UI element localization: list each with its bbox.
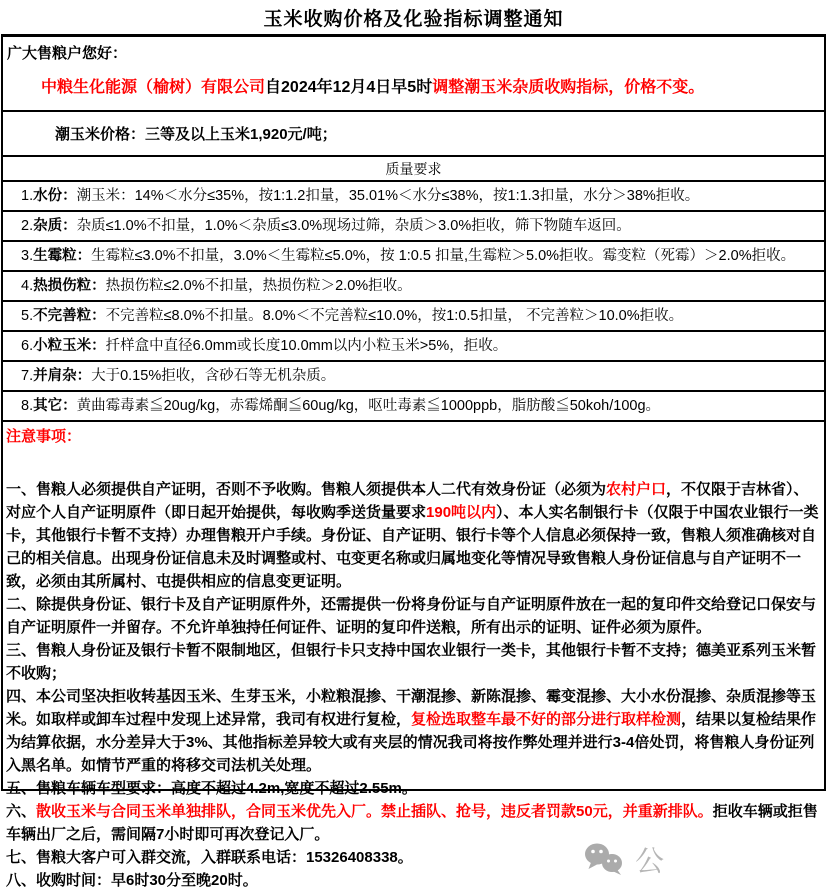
item-label: 其它： bbox=[33, 398, 77, 414]
note-segment: 八、收购时间：早6时30分至晚20时。 bbox=[6, 872, 258, 889]
greeting-text: 广大售粮户您好： bbox=[7, 45, 128, 62]
price-label: 潮玉米价格： bbox=[55, 126, 146, 143]
company-name: 中粮生化能源（榆树）有限公司 bbox=[41, 79, 266, 96]
note-paragraph-7 bbox=[6, 846, 821, 869]
note-paragraph-1 bbox=[6, 478, 821, 593]
note-paragraph-3 bbox=[6, 639, 821, 685]
item-text: 潮玉米：14%＜水分≤35%，按1:1.2扣量，35.01%＜水分≤38%，按1:1.3扣量，水分＞38%拒收。 bbox=[76, 188, 700, 204]
note-segment: 散收玉米与合同玉米单独排队，合同玉米优先入厂。禁止插队、抢号，违反者罚款50元，并重新排队。 bbox=[36, 803, 713, 820]
item-number: 1. bbox=[21, 188, 34, 204]
quality-item bbox=[3, 182, 824, 210]
quality-item-row-5 bbox=[3, 302, 824, 332]
note-segment: 一、售粮人必须提供自产证明，否则不予收购。售粮人须提供本人二代有效身份证（必须为 bbox=[6, 481, 607, 498]
price-value: 三等及以上玉米1,920元/吨； bbox=[145, 126, 337, 143]
watermark-text: 公 bbox=[635, 845, 665, 878]
item-number: 7. bbox=[21, 368, 34, 384]
note-segment: 复检选取整车最不好的部分进行取样检测 bbox=[411, 711, 682, 728]
quality-item bbox=[3, 332, 824, 360]
item-number: 3. bbox=[21, 248, 34, 264]
item-text: 杂质≤1.0%不扣量，1.0%＜杂质≤3.0%现场过筛，杂质＞3.0%拒收，筛下物随车返回。 bbox=[76, 218, 631, 234]
effective-time: 自2024年12月4日早5时 bbox=[265, 79, 433, 96]
note-segment: 拒收车辆或拒售车辆出厂之后，需间隔7小时即可再次登记入厂。 bbox=[6, 803, 818, 843]
quality-item-row-8 bbox=[3, 392, 824, 422]
item-number: 5. bbox=[21, 308, 34, 324]
note-segment: 三、售粮人身份证及银行卡暂不限制地区，但银行卡只支持中国农业银行一类卡，其他银行卡暂不支持；德美亚系列玉米暂不收购； bbox=[6, 642, 817, 682]
adjustment-highlight: 调整潮玉米杂质收购指标，价格不变。 bbox=[432, 79, 705, 96]
quality-item bbox=[3, 302, 824, 330]
watermark bbox=[584, 842, 664, 881]
note-segment: 六、 bbox=[6, 803, 37, 820]
note-segment: ）、本人实名制银行卡（仅限于中国农业银行一类卡，其他银行卡暂不支持）办理售粮开户手续。身份证、自产证明、银行卡等个人信息必须保持一致，售粮人须准确核对自己的相关信息。出现身份证信息未及时调整或村、屯变更名称或归属地变化等情况导致售粮人身份证信息与自产证明不一致，必须由其所属村、屯提供相应的信息变更证明。 bbox=[6, 504, 819, 590]
note-segment: 五、售粮车辆车型要求：高度不超过4.2m,宽度不超过2.55m。 bbox=[6, 780, 417, 797]
quality-header: 质量要求 bbox=[3, 157, 824, 182]
note-paragraph-5 bbox=[6, 777, 821, 800]
quality-item bbox=[3, 212, 824, 240]
greeting-row bbox=[3, 37, 824, 112]
item-label: 小粒玉米： bbox=[33, 338, 106, 354]
note-segment: ，不仅限于吉林省）、对应个人自产证明原件（即日起开始提供，每收购季送货量要求 bbox=[6, 481, 809, 521]
item-text: 不完善粒≤8.0%不扣量。8.0%＜不完善粒≤10.0%，按1:0.5扣量， 不完善粒＞10.0%拒收。 bbox=[105, 308, 684, 324]
note-paragraph-2 bbox=[6, 593, 821, 639]
quality-item bbox=[3, 392, 824, 420]
quality-item-row-7 bbox=[3, 362, 824, 392]
wechat-icon bbox=[584, 842, 626, 881]
note-segment: 七、售粮大客户可入群交流，入群联系电话：15326408338。 bbox=[6, 849, 413, 866]
note-segment: 四、本公司坚决拒收转基因玉米、生芽玉米，小粒粮混掺、干潮混掺、新陈混掺、霉变混掺、大小水份混掺、杂质混掺等玉米。如取样或卸车过程中发现上述异常，我司有权进行复检， bbox=[6, 688, 817, 728]
item-label: 水份： bbox=[33, 188, 77, 204]
item-number: 2. bbox=[21, 218, 34, 234]
quality-item-row-3 bbox=[3, 242, 824, 272]
quality-item-row-4 bbox=[3, 272, 824, 302]
item-number: 8. bbox=[21, 398, 34, 414]
notes-section bbox=[3, 422, 824, 892]
page-title: 玉米收购价格及化验指标调整通知 bbox=[263, 9, 564, 30]
document-box bbox=[1, 34, 826, 889]
price-row bbox=[3, 112, 824, 157]
quality-item-row-2 bbox=[3, 212, 824, 242]
item-text: 生霉粒≤3.0%不扣量，3.0%＜生霉粒≤5.0%，按 1:0.5 扣量,生霉粒＞5.0%拒收。霉变粒（死霉）＞2.0%拒收。 bbox=[91, 248, 796, 264]
note-segment: 190吨以内 bbox=[426, 504, 497, 521]
item-label: 热损伤粒： bbox=[33, 278, 106, 294]
quality-item bbox=[3, 362, 824, 390]
quality-item-row-6 bbox=[3, 332, 824, 362]
quality-item bbox=[3, 272, 824, 300]
quality-item-row-1 bbox=[3, 182, 824, 212]
item-label: 并肩杂： bbox=[33, 368, 92, 384]
note-paragraph-4 bbox=[6, 685, 821, 777]
notes-header: 注意事项： bbox=[6, 428, 82, 445]
quality-item bbox=[3, 242, 824, 270]
note-paragraph-6 bbox=[6, 800, 821, 846]
company-announcement bbox=[41, 74, 820, 97]
item-text: 热损伤粒≤2.0%不扣量，热损伤粒＞2.0%拒收。 bbox=[105, 278, 412, 294]
item-number: 6. bbox=[21, 338, 34, 354]
note-segment: 二、除提供身份证、银行卡及自产证明原件外，还需提供一份将身份证与自产证明原件放在一起的复印件交给登记口保安与自产证明原件一并留存。不允许单独持任何证件、证明的复印件送粮，所有出示的证明、证件必须为原件。 bbox=[6, 596, 817, 636]
price-line bbox=[55, 123, 824, 144]
item-number: 4. bbox=[21, 278, 34, 294]
note-segment: 农村户口 bbox=[606, 481, 667, 498]
item-label: 生霉粒： bbox=[33, 248, 92, 264]
item-label: 杂质： bbox=[33, 218, 77, 234]
item-text: 黄曲霉毒素≦20ug/kg，赤霉烯酮≦60ug/kg，呕吐毒素≦1000ppb，脂肪酸≦50koh/100g。 bbox=[76, 398, 661, 414]
item-text: 扦样盒中直径6.0mm或长度10.0mm以内小粒玉米>5%，拒收。 bbox=[105, 338, 508, 354]
item-text: 大于0.15%拒收，含砂石等无机杂质。 bbox=[91, 368, 336, 384]
item-label: 不完善粒： bbox=[33, 308, 106, 324]
note-segment: ，结果以复检结果作为结算依据，水分差异大于3%、其他指标差异较大或有夹层的情况我司将按作弊处理并进行3-4倍处罚，将售粮人身份证列入黑名单。如情节严重的将移交司法机关处理。 bbox=[6, 711, 817, 774]
note-paragraph-8 bbox=[6, 869, 821, 892]
